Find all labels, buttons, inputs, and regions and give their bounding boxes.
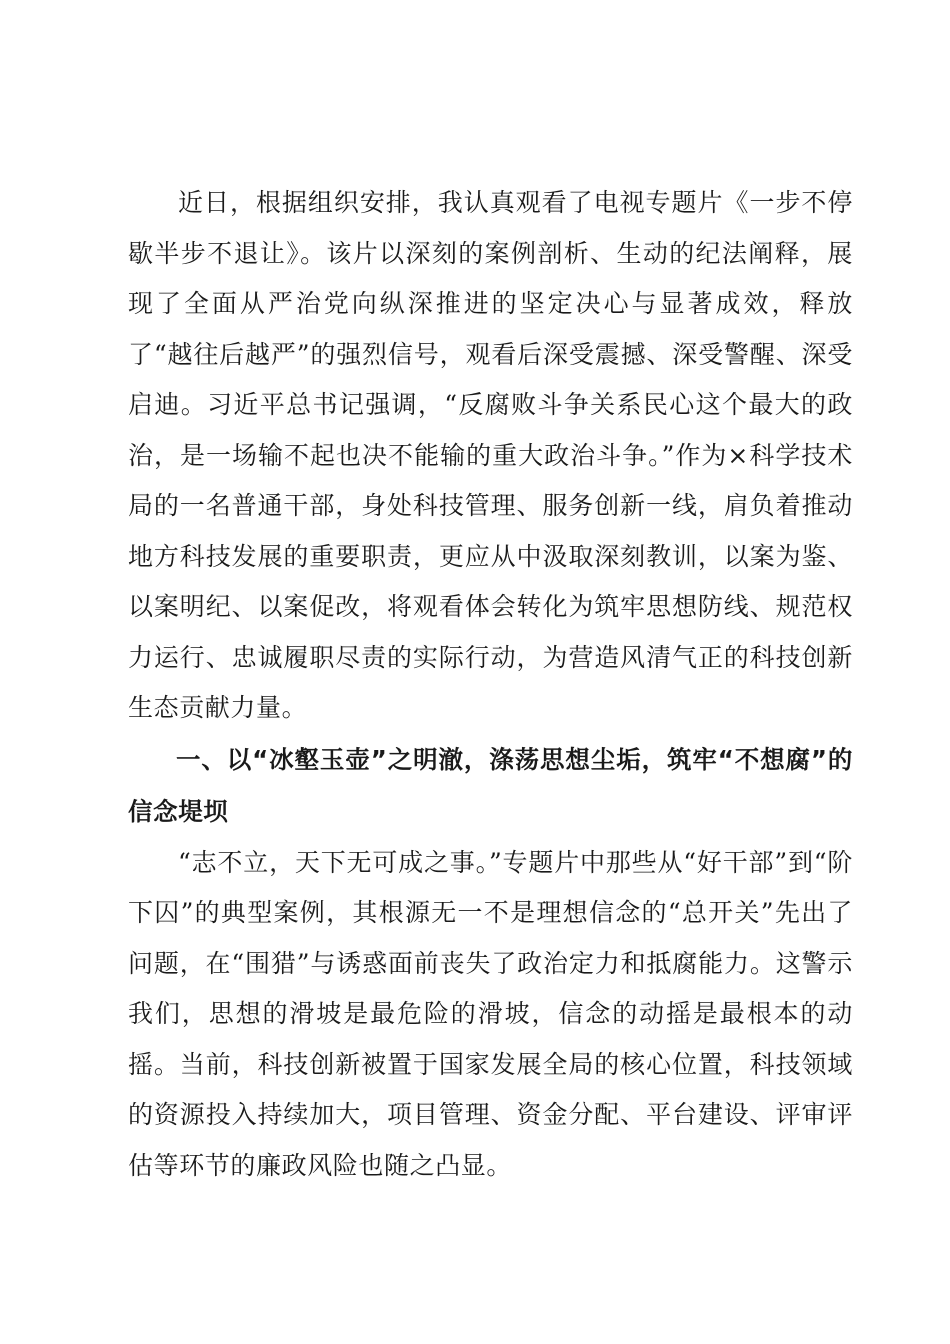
section-heading-1: 一、以“冰壑玉壶”之明澈，涤荡思想尘垢，筑牢“不想腐”的信念堤坝: [128, 744, 853, 826]
section-1-paragraph: “志不立，天下无可成之事。”专题片中那些从“好干部”到“阶下囚”的典型案例，其根源无一不是理想信念的“总开关”先出了问题，在“围猎”与诱惑面前丧失了政治定力和抵腐能力。这警示我们，思想的滑坡是最危险的滑坡，信念的动摇是最根本的动摇。当前，科技创新被置于国家发展全局的核心位置，科技领域的资源投入持续加大，项目管理、资金分配、平台建设、评审评估等环节的廉政风险也随之凸显。: [128, 847, 853, 1180]
intro-paragraph: 近日，根据组织安排，我认真观看了电视专题片《一步不停歇半步不退让》。该片以深刻的案例剖析、生动的纪法阐释，展现了全面从严治党向纵深推进的坚定决心与显著成效，释放了“越往后越严”的强烈信号，观看后深受震撼、深受警醒、深受启迪。习近平总书记强调，“反腐败斗争关系民心这个最大的政治，是一场输不起也决不能输的重大政治斗争。”作为×科学技术局的一名普通干部，身处科技管理、服务创新一线，肩负着推动地方科技发展的重要职责，更应从中汲取深刻教训，以案为鉴、以案明纪、以案促改，将观看体会转化为筑牢思想防线、规范权力运行、忠诚履职尽责的实际行动，为营造风清气正的科技创新生态贡献力量。: [128, 188, 853, 722]
document-page: [128, 178, 853, 1191]
